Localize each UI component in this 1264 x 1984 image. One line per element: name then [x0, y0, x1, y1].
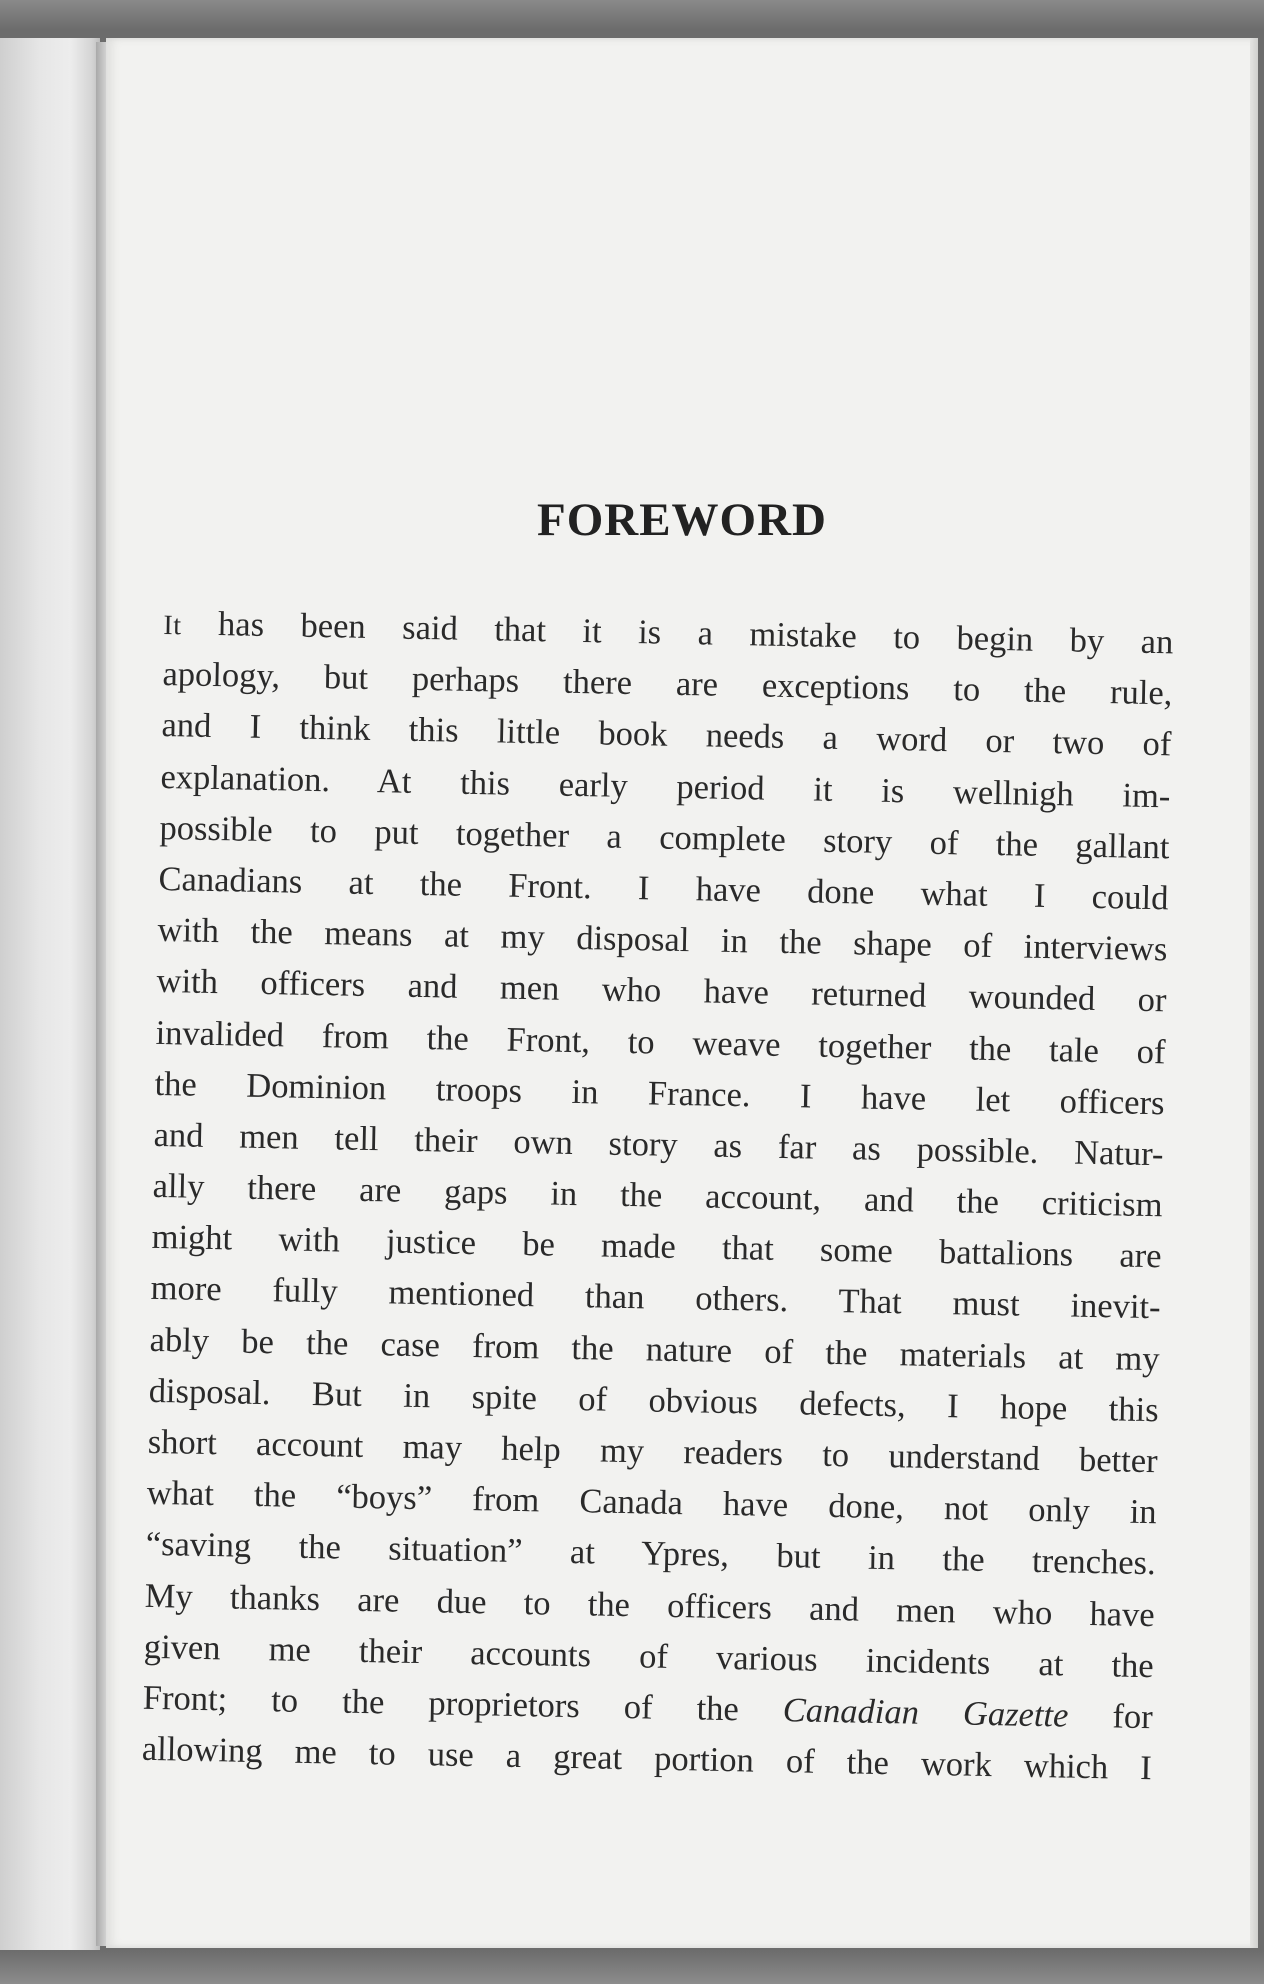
text-line: apology, but perhaps there are exceptions to the rule, — [162, 655, 1173, 713]
facing-page-edge — [0, 38, 100, 1950]
text-line: might with justice be made that some battalions are — [151, 1218, 1162, 1276]
text-line: and I think this little book needs a word or two of — [161, 706, 1172, 764]
text-line: explanation. At this early period it is wellnigh im- — [160, 757, 1171, 815]
text-line: Front; to the proprietors of the Canadian Gazette for — [142, 1678, 1154, 1737]
text-line: and men tell their own story as far as possible. Natur- — [153, 1115, 1164, 1174]
italic-title: Canadian Gazette — [782, 1691, 1069, 1735]
text-line: Canadians at the Front. I have done what I could — [158, 859, 1169, 918]
page-right-edge — [1250, 38, 1258, 1948]
text-line: My thanks are due to the officers and men who have — [144, 1576, 1156, 1634]
text-line: short account may help my readers to understand better — [147, 1422, 1158, 1481]
text-line: ally there are gaps in the account, and the criticism — [152, 1166, 1163, 1225]
book-page — [106, 38, 1258, 1948]
text-line: possible to put together a complete story of the gallant — [159, 808, 1170, 867]
foreword-text — [141, 598, 1173, 1794]
text-line: allowing me to use a great portion of the work which I — [141, 1729, 1153, 1788]
text-line: given me their accounts of various incidents at the — [143, 1627, 1155, 1685]
text-line: disposal. But in spite of obvious defects, I hope this — [148, 1371, 1159, 1430]
text-line: more fully mentioned than others. That must inevit- — [150, 1269, 1161, 1327]
text-line: invalided from the Front, to weave together the tale of — [155, 1013, 1166, 1071]
text-line: It has been said that it is a mistake to begin by an — [163, 604, 1174, 662]
text-line: the Dominion troops in France. I have let officers — [154, 1064, 1165, 1122]
text-line: “saving the situation” at Ypres, but in the trenches. — [145, 1525, 1157, 1583]
drop-word: It — [163, 609, 182, 642]
text-line: with the means at my disposal in the shape of interviews — [157, 911, 1168, 969]
text-line: ably be the case from the nature of the materials at my — [149, 1320, 1160, 1378]
page-title: FOREWORD — [537, 494, 827, 546]
text-line: with officers and men who have returned wounded or — [156, 962, 1167, 1020]
text-line: what the “boys” from Canada have done, not only in — [146, 1474, 1157, 1532]
